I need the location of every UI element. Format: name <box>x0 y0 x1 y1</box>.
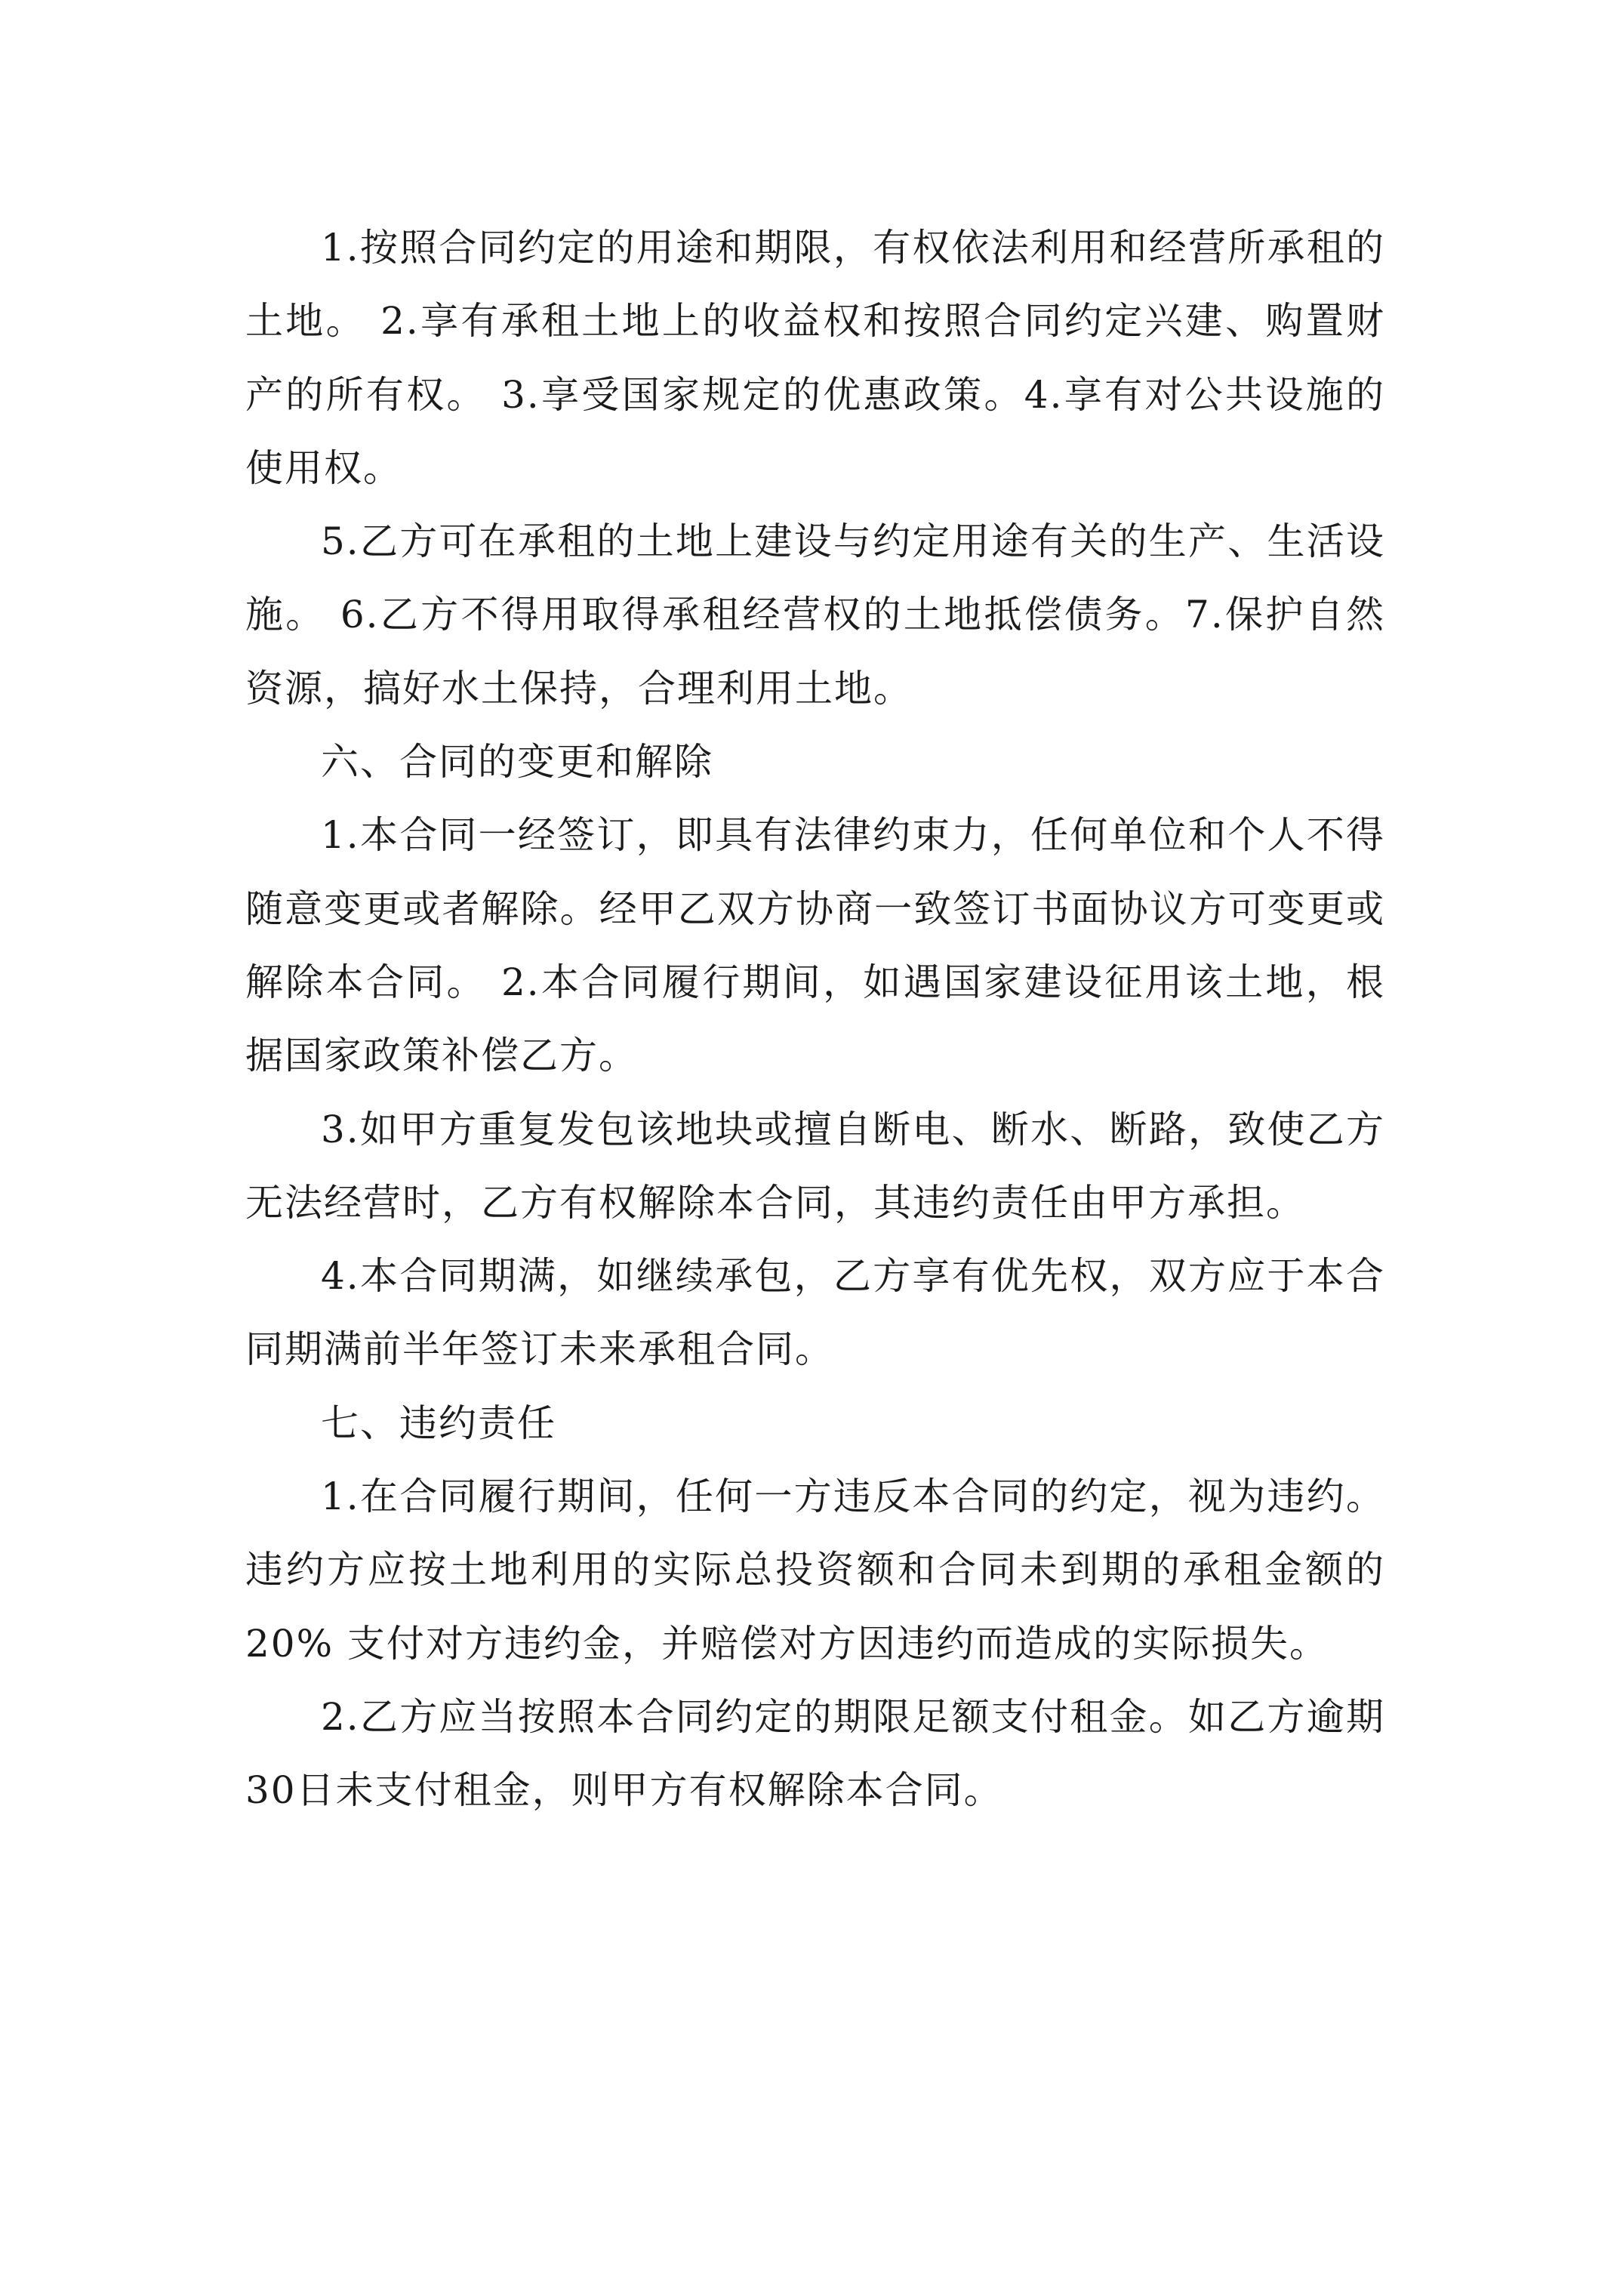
paragraph-termination-by-lessee: 3.如甲方重复发包该地块或擅自断电、断水、断路，致使乙方无法经营时，乙方有权解除本合同，其违约责任由甲方承担。 <box>245 1107 1385 1225</box>
document-body <box>245 211 1385 1828</box>
paragraph-renewal-priority: 4.本合同期满，如继续承包，乙方享有优先权，双方应于本合同期满前半年签订未来承租合同。 <box>245 1254 1385 1372</box>
paragraph-binding-force: 1.本合同一经签订，即具有法律约束力，任何单位和个人不得随意变更或者解除。经甲乙双方协商一致签订书面协议方可变更或解除本合同。 2.本合同履行期间，如遇国家建设征用该土地，根据国家政策补偿乙方。 <box>245 813 1385 1078</box>
paragraph-lessee-obligations: 5.乙方可在承租的土地上建设与约定用途有关的生产、生活设施。 6.乙方不得用取得承租经营权的土地抵偿债务。7.保护自然资源，搞好水土保持，合理利用土地。 <box>245 519 1385 710</box>
paragraph-rent-payment: 2.乙方应当按照本合同约定的期限足额支付租金。如乙方逾期30日未支付租金，则甲方有权解除本合同。 <box>245 1694 1385 1813</box>
section-heading-breach-liability: 七、违约责任 <box>321 1401 556 1445</box>
paragraph-breach-penalty: 1.在合同履行期间，任何一方违反本合同的约定，视为违约。违约方应按土地利用的实际总投资额和合同未到期的承租金额的20% 支付对方违约金，并赔偿对方因违约而造成的实际损失。 <box>245 1475 1385 1666</box>
section-heading-change-termination: 六、合同的变更和解除 <box>321 740 713 784</box>
paragraph-lessee-rights: 1.按照合同约定的用途和期限，有权依法利用和经营所承租的土地。 2.享有承租土地上的收益权和按照合同约定兴建、购置财产的所有权。 3.享受国家规定的优惠政策。4.享有对公共设施的使用权。 <box>245 226 1385 490</box>
